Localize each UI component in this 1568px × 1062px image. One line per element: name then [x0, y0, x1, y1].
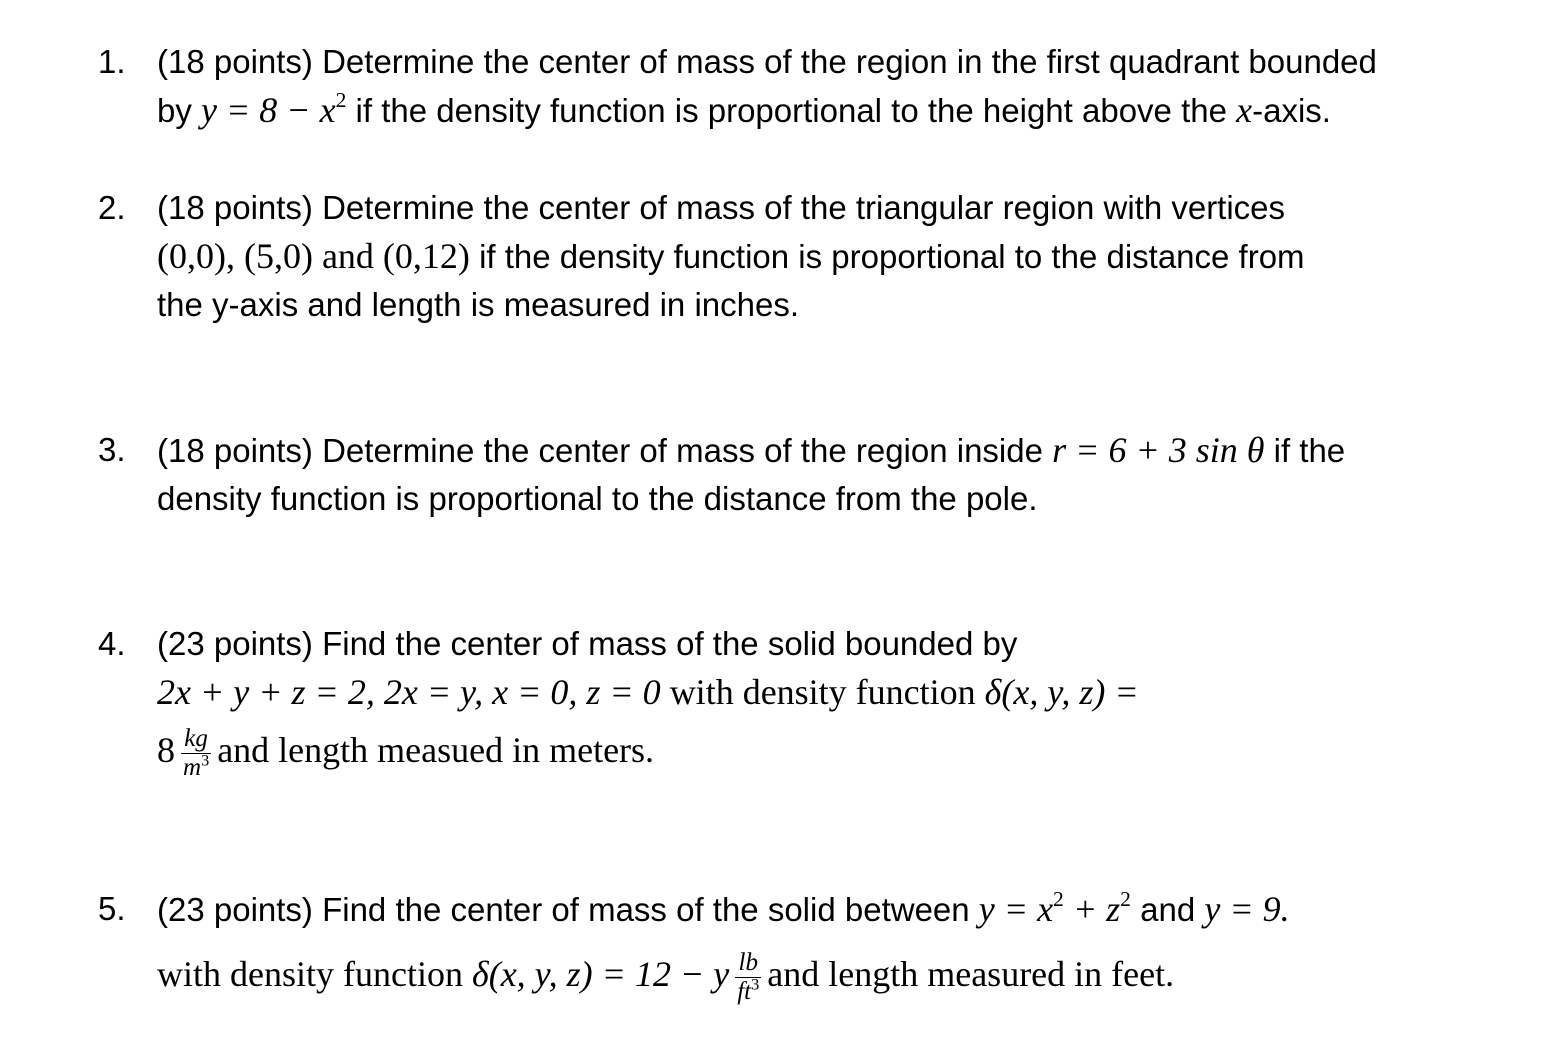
problem-line: the y-axis and length is measured in inches. [157, 286, 800, 323]
points-label: (18 points) [157, 432, 313, 469]
text-end: if the [1264, 432, 1346, 469]
exponent: 3 [751, 975, 760, 994]
units-denominator [181, 751, 211, 782]
problem-sentence: with density function [660, 672, 985, 712]
problem-line: density function is proportional to the distance from the pole. [157, 480, 1038, 517]
units-base: ft [737, 977, 752, 1005]
problem-line [157, 668, 1547, 717]
problem-sentence: Find the center of mass of the solid between [322, 891, 979, 928]
bounding-planes [157, 672, 661, 712]
problem-number: 3. [98, 431, 126, 468]
units-fraction [735, 949, 761, 1006]
units-numerator: kg [181, 725, 211, 754]
problem-text [157, 38, 1547, 135]
problem-number: 2. [98, 189, 126, 226]
problem-number: 5. [98, 890, 126, 927]
variable: x [1236, 90, 1253, 130]
points-label: (23 points) [157, 625, 313, 662]
problem-sentence: with density function [157, 954, 472, 994]
problem-sentence: Determine the center of mass of the region inside [322, 432, 1053, 469]
problem-line [157, 86, 1547, 135]
density-function: δ(x, y, z) = 12 − y [471, 954, 730, 994]
points-label: (18 points) [157, 189, 313, 226]
equation-text: y = 9. [1204, 889, 1290, 929]
problem-line [157, 620, 1547, 668]
units-fraction [181, 725, 211, 782]
problem-line [157, 232, 1547, 281]
density-coefficient: 8 [157, 730, 175, 770]
problem-number: 4. [98, 625, 126, 662]
problem-number: 1. [98, 43, 126, 80]
problem-text [157, 184, 1547, 329]
problem-line [157, 184, 1547, 232]
units-numerator: lb [735, 949, 761, 978]
problem-sentence: if the density function is proportional to the distance from [469, 238, 1305, 275]
problem-text [157, 885, 1547, 1015]
problem-line [157, 426, 1547, 475]
problem-line [157, 934, 1547, 1015]
equation-text: + z [1063, 889, 1121, 929]
units-base: m [183, 753, 202, 781]
points-label: (18 points) [157, 43, 313, 80]
equation-text: y = 8 − x [201, 90, 336, 130]
problem-sentence: Determine the center of mass of the triangular region with vertices [322, 189, 1286, 226]
exponent: 3 [201, 751, 210, 770]
exponent: 2 [1053, 886, 1064, 911]
problem-sentence: and length measued in meters. [217, 730, 655, 770]
equation [978, 886, 1131, 929]
text-end: -axis. [1252, 92, 1331, 129]
exponent: 2 [335, 87, 347, 112]
problem-sentence: and length measured in feet. [767, 954, 1175, 994]
equation-text: 2x + y + z = 2, 2x = y, x = 0, z = 0 [157, 672, 661, 712]
problem-line [157, 717, 1547, 784]
density-function: δ(x, y, z) = [984, 672, 1139, 712]
text-by: by [157, 92, 202, 129]
equation-text: r = 6 + 3 sin θ [1052, 430, 1265, 470]
problem-line [157, 885, 1547, 934]
problem-sentence: if the density function is proportional to the height above the [346, 92, 1237, 129]
text-and: and [1130, 891, 1205, 928]
exponent: 2 [1120, 886, 1131, 911]
problem-text [157, 620, 1547, 784]
equation [1052, 430, 1264, 470]
problem-sentence: Determine the center of mass of the region in the first quadrant bounded [322, 43, 1377, 80]
equation [201, 87, 347, 130]
problem-sentence: Find the center of mass of the solid bounded by [322, 625, 1018, 662]
vertices: (0,0), (5,0) and (0,12) [157, 236, 470, 276]
points-label: (23 points) [157, 891, 313, 928]
equation-text: y = x [978, 889, 1054, 929]
problem-line [157, 38, 1547, 86]
units-denominator [735, 975, 761, 1006]
problem-text [157, 426, 1547, 523]
